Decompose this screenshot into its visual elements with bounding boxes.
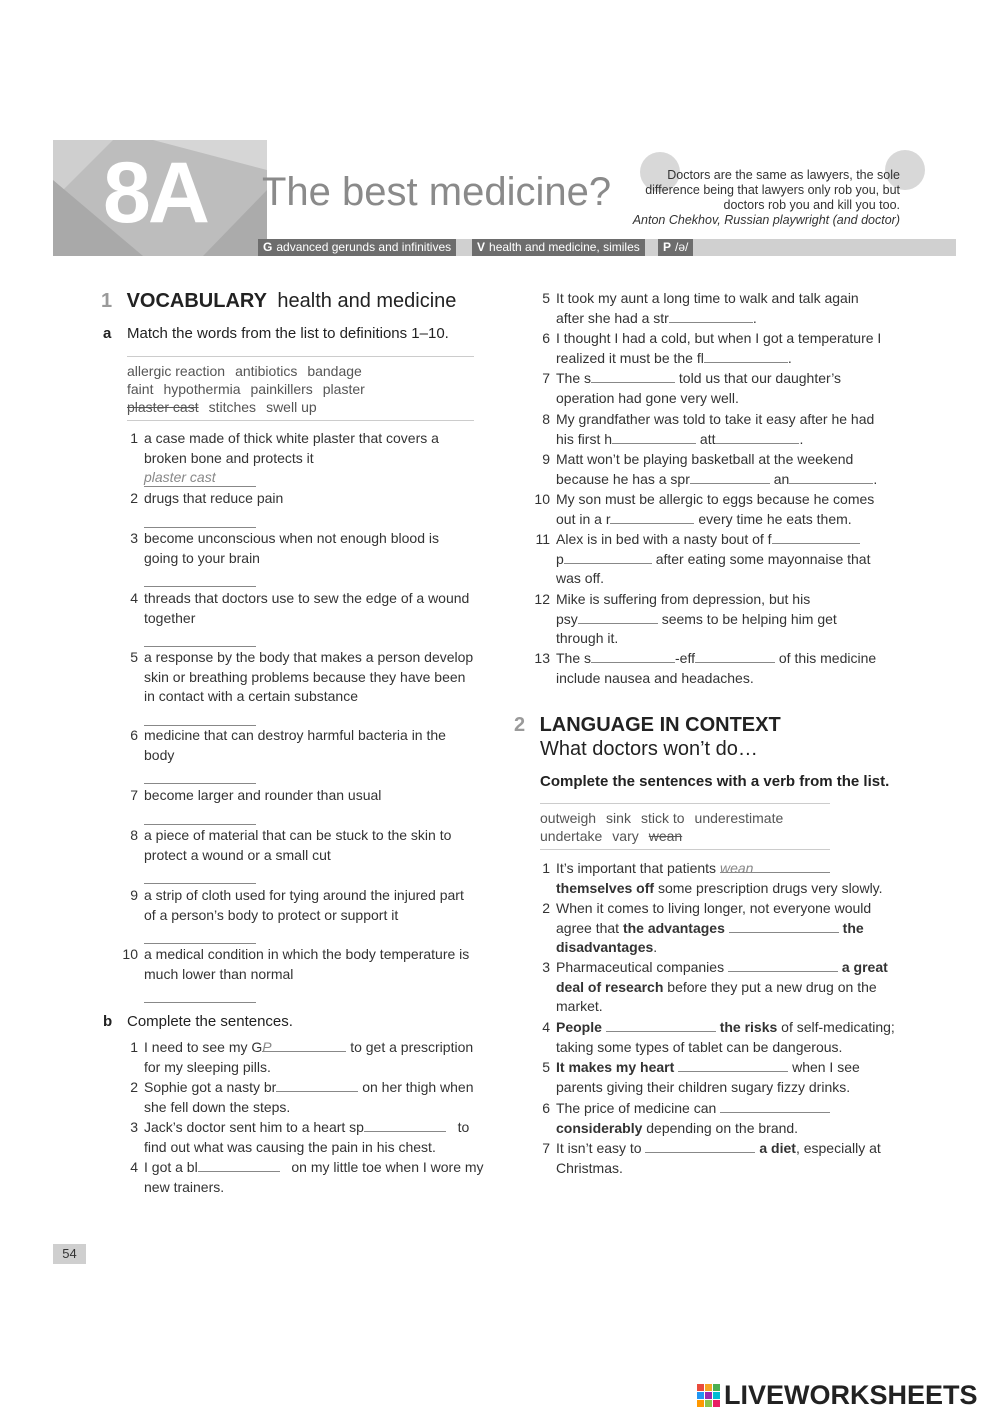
section-title: VOCABULARY	[126, 290, 267, 312]
word: faint	[127, 381, 154, 397]
answer-field[interactable]	[578, 610, 658, 624]
answer-field[interactable]	[144, 707, 256, 726]
part-a-instruction: Match the words from the list to definitions 1–10.	[127, 325, 449, 342]
part-b-instruction: Complete the sentences.	[127, 1013, 293, 1030]
word: plaster	[322, 381, 365, 397]
word: bandage	[307, 363, 362, 379]
answer-field[interactable]	[144, 925, 256, 944]
section-subtitle: health and medicine	[277, 290, 457, 312]
grammar-tag-bar	[258, 239, 956, 256]
answer-field[interactable]	[704, 349, 788, 363]
section-number: 1	[101, 290, 113, 312]
definition-item: 1 a case made of thick white plaster that covers a broken bone and protects it plaster cast	[130, 430, 439, 485]
answer-field[interactable]	[695, 649, 775, 663]
section-1-heading	[101, 290, 456, 313]
answer-field[interactable]	[606, 1018, 716, 1032]
tag-vocabulary: V health and medicine, similes	[472, 239, 645, 256]
answer-field[interactable]	[564, 550, 652, 564]
answer-field[interactable]	[678, 1058, 788, 1072]
answer-field[interactable]: wean	[720, 859, 830, 873]
answer-field[interactable]	[144, 865, 256, 884]
section-number: 2	[514, 714, 526, 736]
answer-field[interactable]	[144, 568, 256, 587]
word: allergic reaction	[127, 363, 226, 379]
unit-banner	[53, 140, 267, 256]
tag-grammar: G advanced gerunds and infinitives	[258, 239, 456, 256]
answer-field[interactable]: P	[262, 1038, 346, 1052]
answer-field[interactable]	[276, 1078, 358, 1092]
liveworksheets-logo: LIVEWORKSHEETS	[724, 1380, 978, 1410]
word-list	[127, 356, 474, 421]
answer-field[interactable]	[715, 430, 799, 444]
quote-author: Anton Chekhov, Russian playwright (and doctor)	[632, 213, 900, 227]
answer-field[interactable]	[198, 1158, 280, 1172]
answer-field[interactable]	[789, 470, 873, 484]
word: outweigh	[540, 810, 597, 826]
section-title: LANGUAGE IN CONTEXT	[539, 714, 781, 736]
section-subtitle: What doctors won’t do…	[540, 738, 758, 760]
word: painkillers	[250, 381, 313, 397]
answer-field[interactable]	[144, 806, 256, 825]
word-list	[540, 803, 830, 850]
word: vary	[612, 828, 639, 844]
word: underestimate	[694, 810, 784, 826]
word: stitches	[208, 399, 257, 415]
word: antibiotics	[235, 363, 298, 379]
word: undertake	[540, 828, 603, 844]
answer-field[interactable]	[610, 510, 694, 524]
quote	[610, 168, 900, 228]
answer-field[interactable]: plaster cast	[144, 468, 256, 487]
answer-field[interactable]	[772, 530, 860, 544]
part-b-letter: b	[103, 1013, 113, 1030]
answer-field[interactable]	[144, 765, 256, 784]
liveworksheets-logo-icon	[697, 1384, 721, 1408]
answer-field[interactable]	[364, 1118, 446, 1132]
answer-field[interactable]	[144, 509, 256, 528]
answer-field[interactable]	[612, 430, 696, 444]
word: sink	[606, 810, 631, 826]
word: stick to	[640, 810, 685, 826]
answer-field[interactable]	[728, 958, 838, 972]
part-a-letter: a	[103, 325, 112, 342]
word: hypothermia	[163, 381, 241, 397]
tag-pronunciation: P /ə/	[658, 239, 693, 256]
quote-text: Doctors are the same as lawyers, the sole difference being that lawyers only rob you, but doctors rob you and kill you too.	[645, 168, 900, 212]
answer-field[interactable]	[591, 369, 675, 383]
word-used: plaster cast	[127, 399, 199, 415]
answer-field[interactable]	[144, 984, 256, 1003]
answer-field[interactable]	[591, 649, 675, 663]
word: swell up	[266, 399, 317, 415]
answer-field[interactable]	[645, 1139, 755, 1153]
unit-code: 8A	[103, 145, 207, 241]
answer-field[interactable]	[669, 309, 753, 323]
word-used: wean	[648, 828, 683, 844]
answer-field[interactable]	[720, 1099, 830, 1113]
answer-field[interactable]	[690, 470, 770, 484]
page-number: 54	[53, 1244, 86, 1264]
section-2-heading	[514, 714, 781, 737]
page-title: The best medicine?	[262, 170, 612, 214]
answer-field[interactable]	[144, 628, 256, 647]
section-2-instruction: Complete the sentences with a verb from the list.	[540, 773, 890, 790]
answer-field[interactable]	[729, 919, 839, 933]
